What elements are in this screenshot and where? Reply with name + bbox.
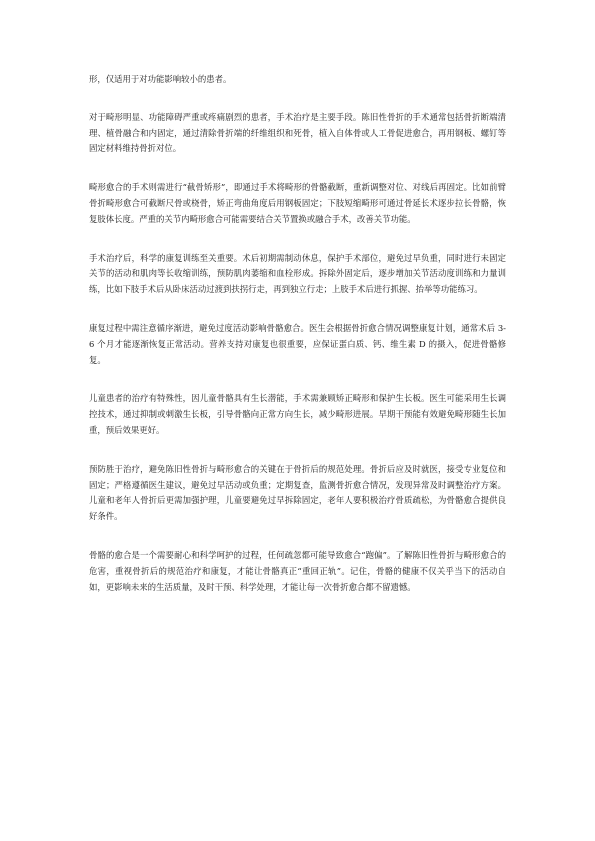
paragraph-1: 形，仅适用于对功能影响较小的患者。 bbox=[89, 74, 232, 84]
paragraph-5: 康复过程中需注意循序渐进，避免过度活动影响骨骼愈合。医生会根据骨折愈合情况调整康复计划，通常术后 3-6 个月才能逐渐恢复正常活动。营养支持对康复也很重要，应保证蛋白质、钙、维生素 D 的摄入，促进骨骼修复。 bbox=[89, 322, 506, 365]
paragraph-4: 手术治疗后，科学的康复训练至关重要。术后初期需制动休息，保护手术部位，避免过早负重，同时进行未固定关节的活动和肌肉等长收缩训练，预防肌肉萎缩和血栓形成。拆除外固定后，逐步增加关节活动度训练和力量训练，比如下肢手术后从卧床活动过渡到扶拐行走，再到独立行走；上肢手术后进行抓握、抬举等功能练习。 bbox=[89, 252, 506, 295]
paragraph-6: 儿童患者的治疗有特殊性，因儿童骨骼具有生长潜能，手术需兼顾矫正畸形和保护生长板。医生可能采用生长调控技术，通过抑制或刺激生长板，引导骨骼向正常方向生长，减少畸形进展。早期干预能有效避免畸形随生长加重，预后效果更好。 bbox=[89, 393, 506, 435]
paragraph-3: 畸形愈合的手术则需进行“截骨矫形”，即通过手术将畸形的骨骼截断，重新调整对位、对线后再固定。比如前臂骨折畸形愈合可截断尺骨或桡骨，矫正弯曲角度后用钢板固定；下肢短缩畸形可通过骨延长术逐步拉长骨骼，恢复肢体长度。严重的关节内畸形愈合可能需要结合关节置换或融合手术，改善关节功能。 bbox=[89, 182, 506, 224]
paragraph-8: 骨骼的愈合是一个需要耐心和科学呵护的过程，任何疏忽都可能导致愈合“跑偏”。了解陈旧性骨折与畸形愈合的危害，重视骨折后的规范治疗和康复，才能让骨骼真正“重回正轨”。记住，骨骼的健康不仅关乎当下的活动自如，更影响未来的生活质量，及时干预、科学处理，才能让每一次骨折愈合都不留遗憾。 bbox=[89, 549, 506, 592]
paragraph-7: 预防胜于治疗，避免陈旧性骨折与畸形愈合的关键在于骨折后的规范处理。骨折后应及时就医，接受专业复位和固定；严格遵循医生建议，避免过早活动或负重；定期复查，监测骨折愈合情况，发现异常及时调整治疗方案。儿童和老年人骨折后更需加强护理，儿童要避免过早拆除固定，老年人要积极治疗骨质疏松，为骨骼愈合提供良好条件。 bbox=[89, 463, 506, 522]
paragraph-2: 对于畸形明显、功能障碍严重或疼痛剧烈的患者，手术治疗是主要手段。陈旧性骨折的手术通常包括骨折断端清理、植骨融合和内固定，通过清除骨折端的纤维组织和死骨，植入自体骨或人工骨促进愈合，再用钢板、螺钉等固定材料维持骨折对位。 bbox=[89, 111, 506, 154]
